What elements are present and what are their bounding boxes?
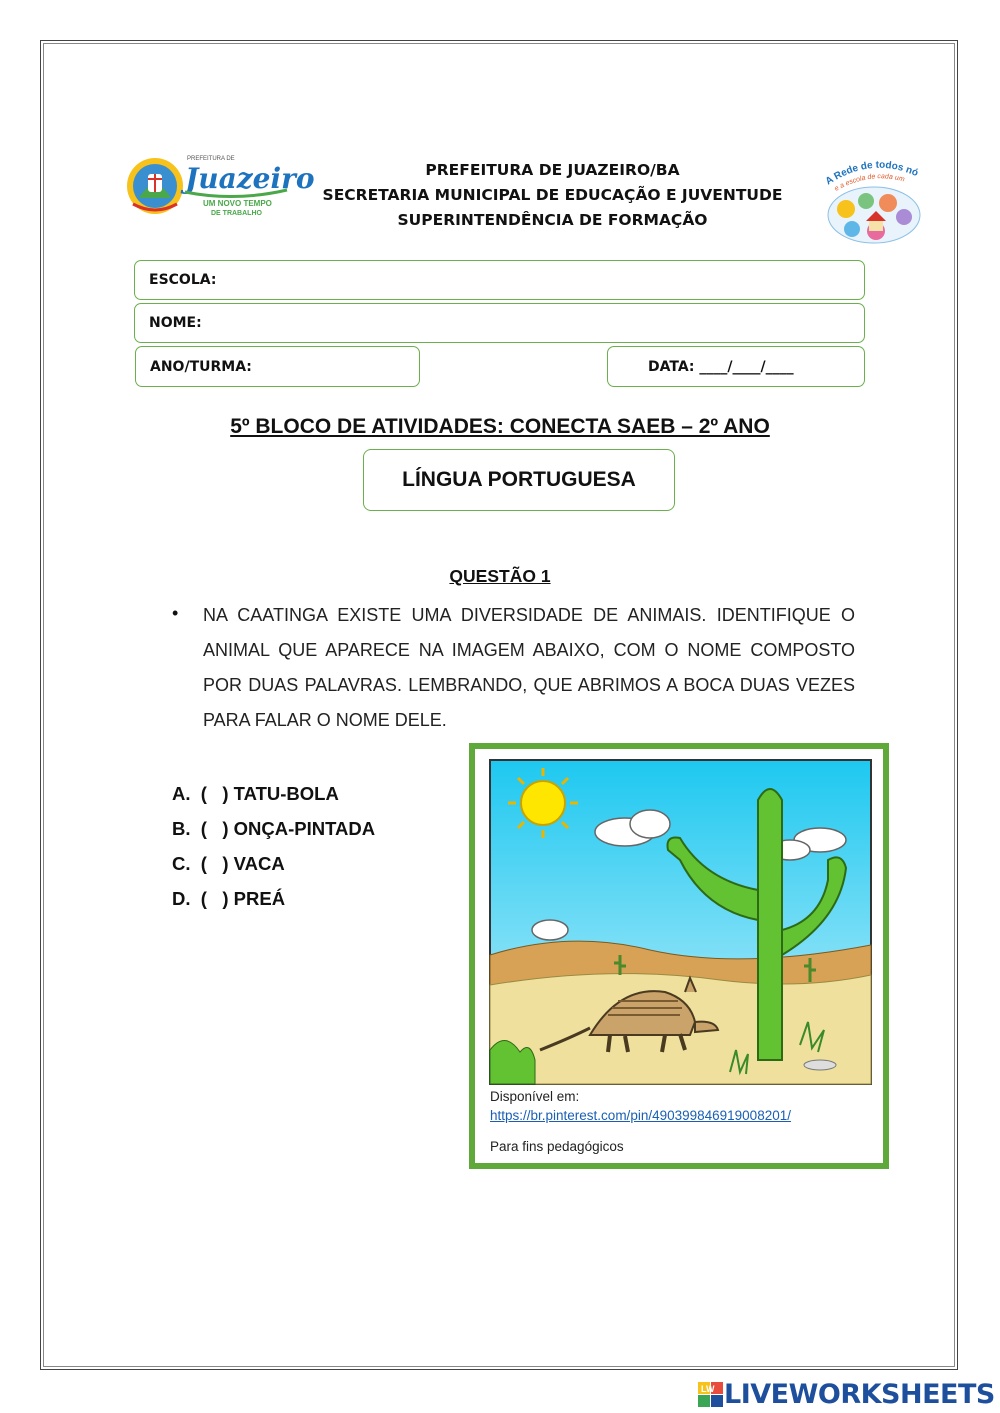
option-c[interactable]: C. ( ) VACA — [172, 853, 285, 874]
juazeiro-logo — [125, 152, 315, 222]
caption-note: Para fins pedagógicos — [490, 1139, 624, 1154]
svg-text:DE TRABALHO: DE TRABALHO — [211, 210, 262, 217]
source-link[interactable]: https://br.pinterest.com/pin/490399846919008201/ — [490, 1108, 791, 1123]
option-a[interactable]: A. ( ) TATU-BOLA — [172, 783, 339, 804]
svg-text:PREFEITURA DE: PREFEITURA DE — [187, 156, 235, 162]
answer-options — [172, 776, 375, 916]
svg-text:LW: LW — [701, 1384, 715, 1394]
ano-turma-field: ANO/TURMA: — [135, 346, 420, 387]
watermark-text: LIVEWORKSHEETS — [724, 1378, 995, 1410]
option-d[interactable]: D. ( ) PREÁ — [172, 888, 286, 909]
header-line-prefeitura: PREFEITURA DE JUAZEIRO/BA — [425, 161, 680, 179]
bloco-title: 5º BLOCO DE ATIVIDADES: CONECTA SAEB – 2º ANO — [230, 415, 770, 438]
armadillo-caatinga-illustration — [490, 760, 871, 1084]
header-text — [300, 158, 805, 233]
caption-label: Disponível em: — [490, 1089, 580, 1104]
header-line-secretaria: SECRETARIA MUNICIPAL DE EDUCAÇÃO E JUVENTUDE — [322, 186, 783, 204]
svg-text:UM NOVO TEMPO: UM NOVO TEMPO — [203, 199, 272, 208]
bullet-icon: • — [172, 603, 179, 623]
option-b[interactable]: B. ( ) ONÇA-PINTADA — [172, 818, 376, 839]
liveworksheets-logo-icon — [698, 1380, 724, 1408]
subject-box — [363, 449, 675, 511]
svg-text:A Rede de todos nós: A Rede de todos nó — [823, 159, 920, 188]
nome-field: NOME: — [134, 303, 865, 343]
question-text: NA CAATINGA EXISTE UMA DIVERSIDADE DE ANIMAIS. IDENTIFIQUE O ANIMAL QUE APARECE NA IMAGEM ABAIXO, COM O NOME COMPOSTO POR DUAS PALAVRAS. LEMBRANDO, QUE ABRIMOS A BOCA DUAS VEZES PARA FALAR O NOME DELE. — [203, 605, 855, 730]
svg-text:e a escola de cada um: e a escola de cada um — [833, 173, 906, 193]
liveworksheets-watermark — [698, 1378, 995, 1410]
image-caption — [490, 1087, 880, 1125]
question-title: QUESTÃO 1 — [449, 566, 551, 586]
escola-field: ESCOLA: — [134, 260, 865, 300]
rede-logo — [822, 155, 924, 247]
image-frame — [469, 743, 889, 1169]
data-field: DATA: ____/____/____ — [607, 346, 865, 387]
subject-label: LÍNGUA PORTUGUESA — [402, 468, 636, 491]
header-line-superintendencia: SUPERINTENDÊNCIA DE FORMAÇÃO — [397, 211, 708, 229]
svg-text:Juazeiro: Juazeiro — [185, 162, 315, 195]
